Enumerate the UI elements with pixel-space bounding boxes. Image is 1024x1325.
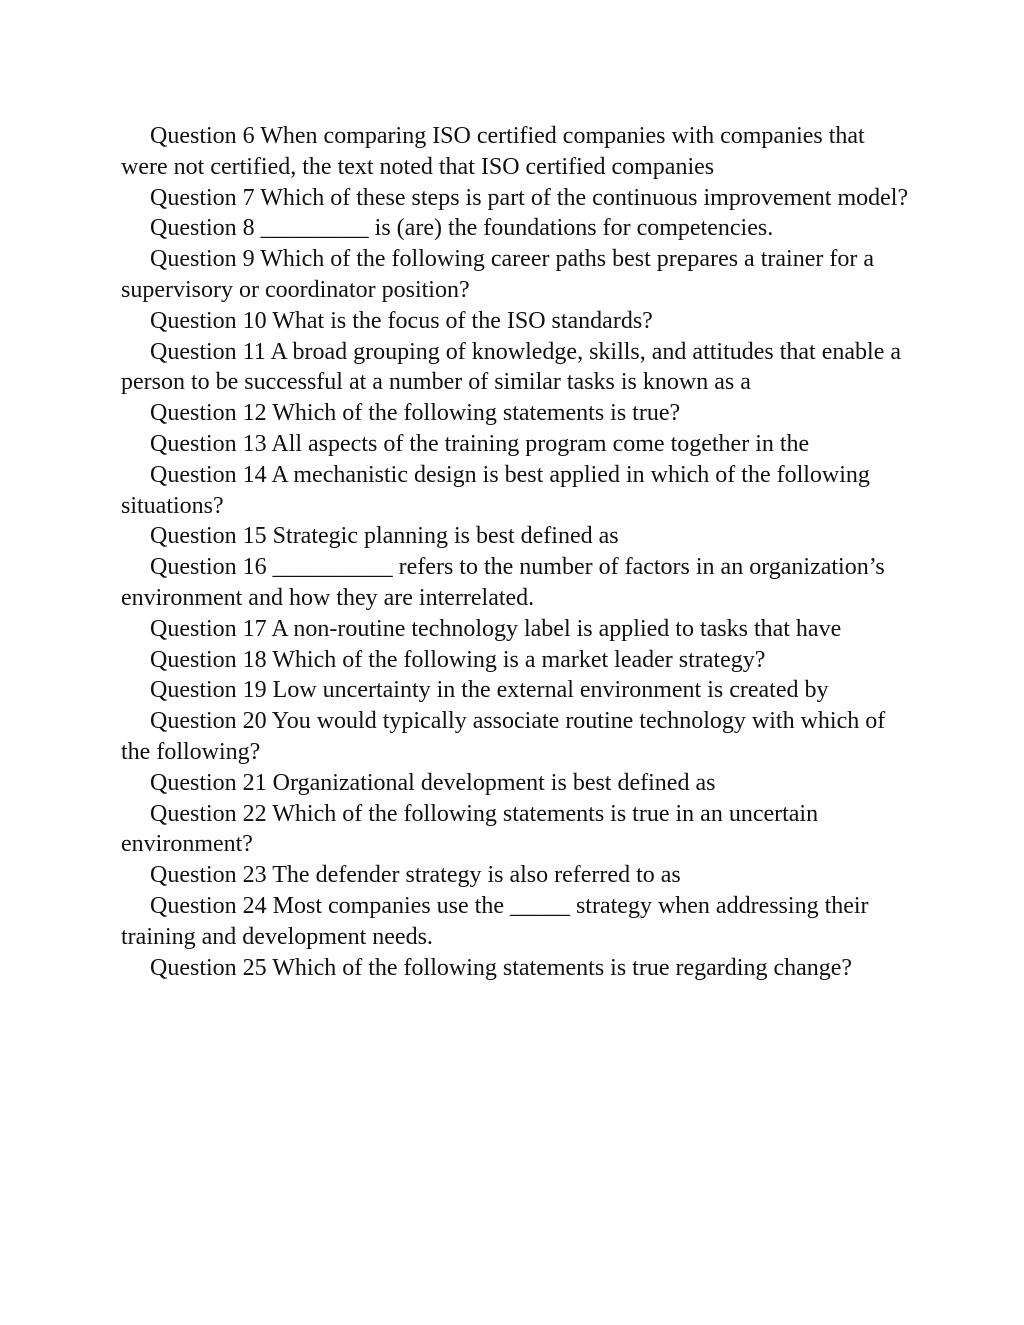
question-text: _________ is (are) the foundations for competencies. (260, 215, 774, 242)
question-number: Question 16 (150, 554, 267, 581)
question-20 (121, 706, 911, 768)
question-text: When comparing ISO certified companies with companies that were not certified, the text noted that ISO certified companies (121, 123, 865, 180)
question-text: You would typically associate routine technology with which of the following? (121, 708, 886, 765)
question-number: Question 10 (150, 307, 267, 334)
question-text: A mechanistic design is best applied in which of the following situations? (121, 461, 870, 519)
question-number: Question 14 (150, 461, 267, 488)
question-number: Question 25 (150, 954, 267, 981)
question-number: Question 23 (150, 862, 267, 889)
question-number: Question 6 (150, 123, 255, 149)
question-18 (121, 645, 911, 676)
question-21 (121, 768, 911, 799)
question-text: Which of the following career paths best prepares a trainer for a supervisory or coordinator position? (121, 246, 874, 303)
question-23 (121, 860, 911, 891)
question-text: A non-routine technology label is applied to tasks that have (271, 615, 842, 642)
question-text: Most companies use the _____ strategy when addressing their training and development needs. (121, 892, 869, 950)
question-text: The defender strategy is also referred to as (272, 862, 681, 889)
question-19 (121, 675, 911, 706)
question-number: Question 24 (150, 892, 267, 919)
question-text: Which of the following statements is true in an uncertain environment? (121, 800, 819, 858)
question-22 (121, 799, 911, 861)
question-text: A broad grouping of knowledge, skills, and attitudes that enable a person to be successful at a number of similar tasks is known as a (121, 338, 901, 396)
question-text: __________ refers to the number of factors in an organization’s environment and how they are interrelated. (121, 554, 885, 611)
question-7 (121, 183, 911, 214)
question-list (121, 121, 911, 983)
question-text: Strategic planning is best defined as (272, 523, 619, 550)
question-text: Which of the following statements is true regarding change? (272, 954, 853, 981)
question-10 (121, 306, 911, 337)
question-number: Question 21 (150, 769, 267, 796)
question-number: Question 7 (150, 184, 255, 211)
question-25 (121, 953, 911, 984)
question-11 (121, 337, 911, 399)
question-number: Question 15 (150, 523, 267, 550)
question-number: Question 20 (150, 708, 267, 735)
question-number: Question 11 (150, 338, 266, 365)
question-text: Which of the following statements is true? (272, 400, 681, 427)
question-text: Low uncertainty in the external environment is created by (272, 677, 829, 704)
question-number: Question 19 (150, 677, 267, 704)
question-text: Which of these steps is part of the continuous improvement model? (260, 184, 909, 211)
question-text: Organizational development is best defined as (272, 769, 716, 796)
question-number: Question 9 (150, 246, 255, 273)
question-13 (121, 429, 911, 460)
question-15 (121, 521, 911, 552)
question-number: Question 18 (150, 646, 267, 673)
question-24 (121, 891, 911, 953)
question-9 (121, 244, 911, 306)
question-number: Question 17 (150, 615, 267, 642)
question-8 (121, 213, 911, 244)
question-text: What is the focus of the ISO standards? (272, 307, 653, 334)
question-text: All aspects of the training program come together in the (271, 430, 810, 457)
question-number: Question 12 (150, 400, 267, 427)
question-number: Question 13 (150, 430, 267, 457)
question-6 (121, 121, 911, 183)
question-16 (121, 552, 911, 614)
question-12 (121, 398, 911, 429)
question-14 (121, 460, 911, 522)
question-text: Which of the following is a market leader strategy? (272, 646, 766, 673)
question-number: Question 8 (150, 215, 255, 242)
question-17 (121, 614, 911, 645)
question-number: Question 22 (150, 800, 267, 827)
